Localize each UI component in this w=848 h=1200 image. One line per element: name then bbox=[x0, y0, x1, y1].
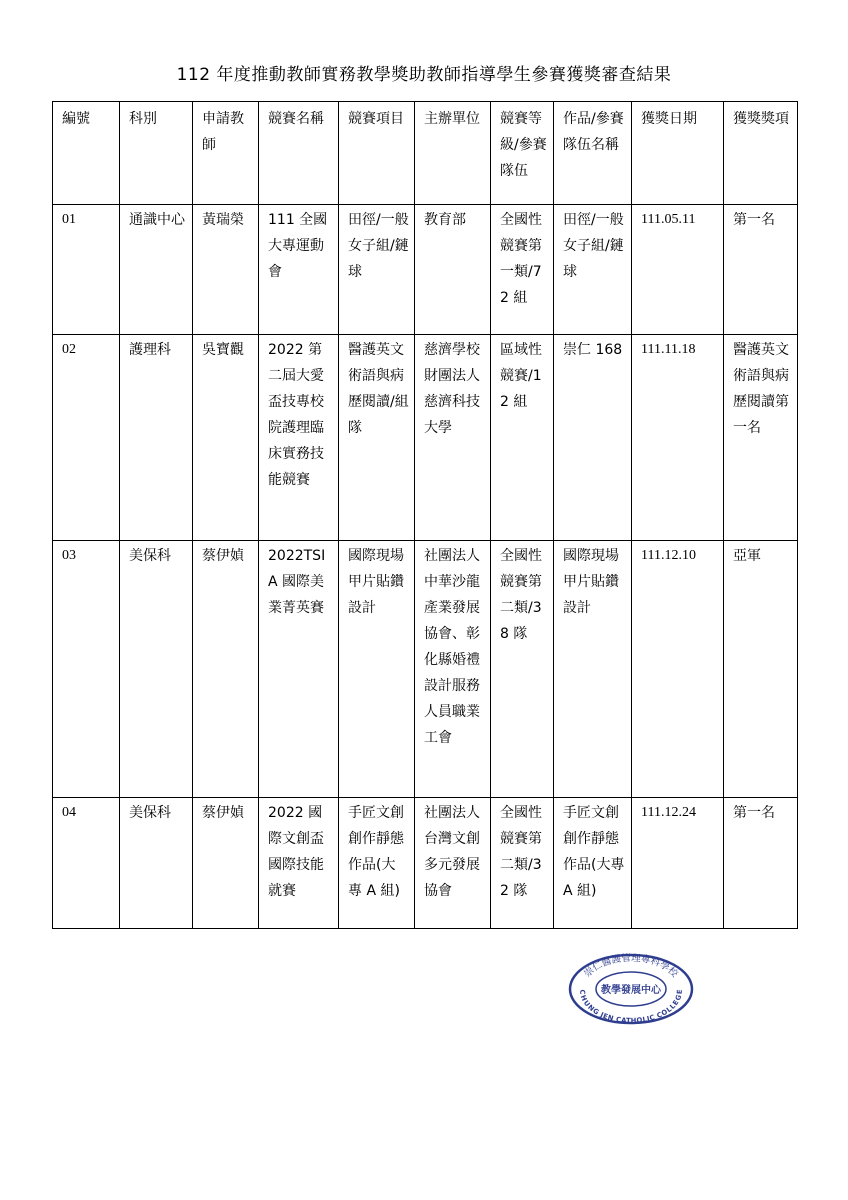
cell-no: 02 bbox=[53, 335, 120, 541]
seal-top-text bbox=[582, 953, 681, 980]
cell-work: 田徑/一般女子組/鏈球 bbox=[554, 205, 632, 335]
header-teacher: 申請教師 bbox=[193, 102, 259, 205]
cell-no: 01 bbox=[53, 205, 120, 335]
cell-award: 亞軍 bbox=[724, 541, 798, 798]
cell-event: 田徑/一般女子組/鏈球 bbox=[339, 205, 415, 335]
header-dept: 科別 bbox=[120, 102, 193, 205]
cell-no: 03 bbox=[53, 541, 120, 798]
cell-competition: 2022 第二屆大愛盃技專校院護理臨床實務技能競賽 bbox=[259, 335, 339, 541]
table-row bbox=[53, 541, 798, 798]
cell-competition: 2022TSIA 國際美業菁英賽 bbox=[259, 541, 339, 798]
college-seal-stamp bbox=[568, 953, 694, 1025]
cell-event: 國際現場甲片貼鑽設計 bbox=[339, 541, 415, 798]
cell-date: 111.05.11 bbox=[632, 205, 724, 335]
header-no: 編號 bbox=[53, 102, 120, 205]
cell-event: 手匠文創創作靜態作品(大專 A 組) bbox=[339, 798, 415, 929]
cell-teacher: 吳寶觀 bbox=[193, 335, 259, 541]
cell-dept: 美保科 bbox=[120, 541, 193, 798]
header-event: 競賽項目 bbox=[339, 102, 415, 205]
cell-organizer: 社團法人台灣文創多元發展協會 bbox=[415, 798, 491, 929]
cell-organizer: 慈濟學校財團法人慈濟科技大學 bbox=[415, 335, 491, 541]
cell-competition: 2022 國際文創盃國際技能就賽 bbox=[259, 798, 339, 929]
cell-dept: 通識中心 bbox=[120, 205, 193, 335]
cell-level: 全國性競賽第二類/32 隊 bbox=[491, 798, 554, 929]
header-organizer: 主辦單位 bbox=[415, 102, 491, 205]
cell-dept: 美保科 bbox=[120, 798, 193, 929]
table-row bbox=[53, 335, 798, 541]
cell-award: 第一名 bbox=[724, 205, 798, 335]
cell-event: 醫護英文術語與病歷閱讀/組隊 bbox=[339, 335, 415, 541]
cell-level: 全國性競賽第一類/72 組 bbox=[491, 205, 554, 335]
table-row bbox=[53, 205, 798, 335]
seal-top-path: 崇仁醫護管理專科學校 bbox=[582, 953, 680, 980]
header-date: 獲獎日期 bbox=[632, 102, 724, 205]
cell-level: 全國性競賽第二類/38 隊 bbox=[491, 541, 554, 798]
cell-award: 醫護英文術語與病歷閱讀第一名 bbox=[724, 335, 798, 541]
cell-work: 崇仁 168 bbox=[554, 335, 632, 541]
header-competition: 競賽名稱 bbox=[259, 102, 339, 205]
cell-date: 111.12.24 bbox=[632, 798, 724, 929]
table-row bbox=[53, 798, 798, 929]
cell-competition: 111 全國大專運動會 bbox=[259, 205, 339, 335]
cell-work: 國際現場甲片貼鑽設計 bbox=[554, 541, 632, 798]
table-header-row bbox=[53, 102, 798, 205]
header-work: 作品/參賽隊伍名稱 bbox=[554, 102, 632, 205]
seal-center-text: 教學發展中心 bbox=[601, 985, 661, 996]
header-level: 競賽等級/參賽隊伍 bbox=[491, 102, 554, 205]
results-table bbox=[52, 101, 798, 929]
cell-teacher: 蔡伊媜 bbox=[193, 798, 259, 929]
cell-date: 111.11.18 bbox=[632, 335, 724, 541]
cell-level: 區域性競賽/12 組 bbox=[491, 335, 554, 541]
header-award: 獲獎獎項 bbox=[724, 102, 798, 205]
cell-teacher: 黃瑞榮 bbox=[193, 205, 259, 335]
cell-teacher: 蔡伊媜 bbox=[193, 541, 259, 798]
document-title: 112 年度推動教師實務教學獎助教師指導學生參賽獲獎審查結果 bbox=[176, 65, 672, 85]
cell-organizer: 教育部 bbox=[415, 205, 491, 335]
cell-dept: 護理科 bbox=[120, 335, 193, 541]
cell-award: 第一名 bbox=[724, 798, 798, 929]
cell-date: 111.12.10 bbox=[632, 541, 724, 798]
cell-no: 04 bbox=[53, 798, 120, 929]
seal-bottom-path: CHUNG JEN CATHOLIC COLLEGE bbox=[578, 989, 684, 1025]
cell-work: 手匠文創創作靜態作品(大專 A 組) bbox=[554, 798, 632, 929]
cell-organizer: 社團法人中華沙龍產業發展協會、彰化縣婚禮設計服務人員職業工會 bbox=[415, 541, 491, 798]
